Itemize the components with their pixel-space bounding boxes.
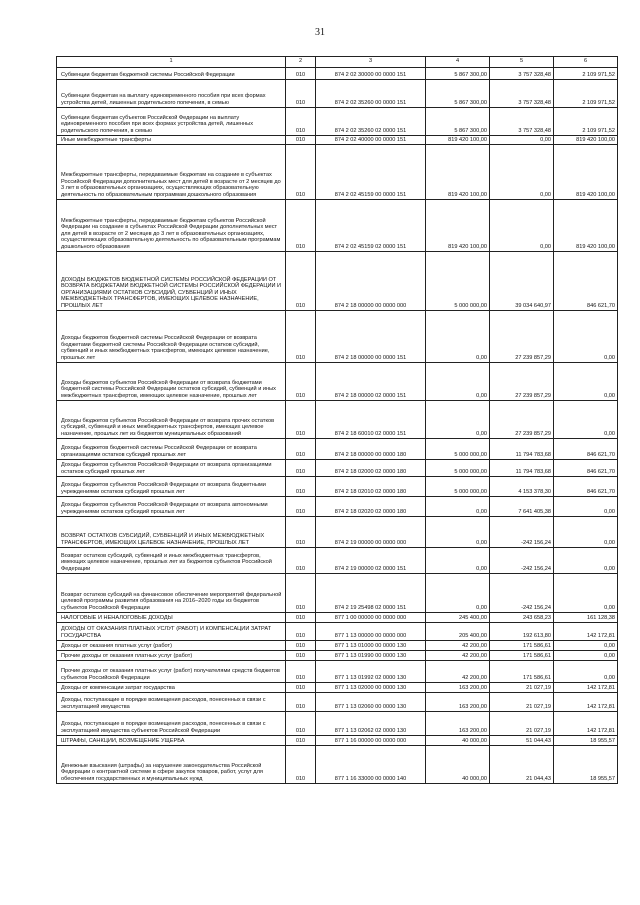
row-executed: 7 641 405,38: [490, 497, 554, 517]
row-executed: -242 156,24: [490, 517, 554, 548]
row-line-code: 010: [286, 80, 316, 108]
row-name: Возврат остатков субсидий на финансовое обеспечение мероприятий федеральной целевой программы развития образования на 2016–2020 годы из бюджетов субъектов Российской Федерации: [57, 574, 286, 613]
row-executed: 192 613,80: [490, 623, 554, 641]
row-line-code: 010: [286, 136, 316, 145]
row-unexecuted: 161 128,38: [554, 613, 618, 623]
row-line-code: 010: [286, 439, 316, 460]
row-approved: 5 000 000,00: [426, 477, 490, 497]
row-executed: 39 034 640,97: [490, 252, 554, 311]
row-unexecuted: 0,00: [554, 517, 618, 548]
row-approved: 5 867 300,00: [426, 80, 490, 108]
row-unexecuted: 819 420 100,00: [554, 145, 618, 200]
row-unexecuted: 0,00: [554, 651, 618, 661]
row-approved: 40 000,00: [426, 736, 490, 746]
row-income-code: 874 2 02 40000 00 0000 151: [316, 136, 426, 145]
row-unexecuted: 819 420 100,00: [554, 136, 618, 145]
row-executed: 3 757 328,48: [490, 80, 554, 108]
table-row: [57, 497, 618, 517]
row-approved: 163 200,00: [426, 683, 490, 693]
row-income-code: 874 2 02 35260 00 0000 151: [316, 80, 426, 108]
row-executed: 243 658,23: [490, 613, 554, 623]
row-name: Субвенции бюджетам бюджетной системы Российской Федерации: [57, 68, 286, 80]
table-row: [57, 200, 618, 252]
row-unexecuted: 2 109 971,52: [554, 68, 618, 80]
row-line-code: 010: [286, 145, 316, 200]
row-unexecuted: 0,00: [554, 401, 618, 439]
row-income-code: 874 2 02 35260 02 0000 151: [316, 108, 426, 136]
row-unexecuted: 846 621,70: [554, 252, 618, 311]
table-row: [57, 439, 618, 460]
row-approved: 42 200,00: [426, 651, 490, 661]
row-approved: 0,00: [426, 401, 490, 439]
row-income-code: 874 2 19 25498 02 0000 151: [316, 574, 426, 613]
row-executed: -242 156,24: [490, 548, 554, 574]
row-income-code: 877 1 13 02060 00 0000 130: [316, 693, 426, 712]
row-income-code: 877 1 00 00000 00 0000 000: [316, 613, 426, 623]
row-line-code: 010: [286, 311, 316, 363]
table-row: [57, 574, 618, 613]
row-name: Доходы от оказания платных услуг (работ): [57, 641, 286, 651]
header-cell: 1: [57, 57, 286, 68]
row-line-code: 010: [286, 497, 316, 517]
row-approved: 0,00: [426, 311, 490, 363]
row-name: ШТРАФЫ, САНКЦИИ, ВОЗМЕЩЕНИЕ УЩЕРБА: [57, 736, 286, 746]
row-income-code: 877 1 13 01000 00 0000 130: [316, 641, 426, 651]
row-line-code: 010: [286, 736, 316, 746]
row-name: Доходы, поступающие в порядке возмещения расходов, понесенных в связи с эксплуатацией имущества: [57, 693, 286, 712]
row-name: Доходы бюджетов субъектов Российской Федерации от возврата автономными учреждениями остатков субсидий прошлых лет: [57, 497, 286, 517]
row-line-code: 010: [286, 363, 316, 401]
table-row: [57, 252, 618, 311]
row-approved: 819 420 100,00: [426, 145, 490, 200]
table-row: [57, 517, 618, 548]
row-income-code: 874 2 02 45159 00 0000 151: [316, 145, 426, 200]
row-unexecuted: 0,00: [554, 641, 618, 651]
row-name: Прочие доходы от оказания платных услуг (работ): [57, 651, 286, 661]
row-executed: 4 153 378,30: [490, 477, 554, 497]
row-unexecuted: 2 109 971,52: [554, 80, 618, 108]
row-line-code: 010: [286, 641, 316, 651]
row-executed: 11 794 783,68: [490, 439, 554, 460]
row-executed: -242 156,24: [490, 574, 554, 613]
table-row: [57, 80, 618, 108]
row-income-code: 874 2 19 00000 02 0000 151: [316, 548, 426, 574]
row-income-code: 874 2 18 00000 00 0000 000: [316, 252, 426, 311]
row-line-code: 010: [286, 623, 316, 641]
table-row: [57, 623, 618, 641]
table-row: [57, 712, 618, 736]
row-executed: 3 757 328,48: [490, 68, 554, 80]
table-row: [57, 477, 618, 497]
row-income-code: 877 1 13 02062 02 0000 130: [316, 712, 426, 736]
row-approved: 5 867 300,00: [426, 68, 490, 80]
row-line-code: 010: [286, 460, 316, 477]
table-row: [57, 548, 618, 574]
table-row: [57, 108, 618, 136]
row-name: ДОХОДЫ ОТ ОКАЗАНИЯ ПЛАТНЫХ УСЛУГ (РАБОТ) И КОМПЕНСАЦИИ ЗАТРАТ ГОСУДАРСТВА: [57, 623, 286, 641]
row-income-code: 874 2 18 02020 02 0000 180: [316, 497, 426, 517]
row-line-code: 010: [286, 108, 316, 136]
row-line-code: 010: [286, 661, 316, 683]
row-executed: 27 239 857,29: [490, 401, 554, 439]
row-line-code: 010: [286, 712, 316, 736]
table-row: [57, 641, 618, 651]
row-executed: 51 044,43: [490, 736, 554, 746]
row-income-code: 877 1 16 00000 00 0000 000: [316, 736, 426, 746]
row-unexecuted: 142 172,81: [554, 693, 618, 712]
row-approved: 5 000 000,00: [426, 439, 490, 460]
row-executed: 21 027,19: [490, 693, 554, 712]
row-approved: 245 400,00: [426, 613, 490, 623]
row-approved: 163 200,00: [426, 712, 490, 736]
page-number: 31: [315, 27, 325, 38]
row-line-code: 010: [286, 252, 316, 311]
row-executed: 0,00: [490, 200, 554, 252]
row-unexecuted: 142 172,81: [554, 623, 618, 641]
row-unexecuted: 846 621,70: [554, 477, 618, 497]
table-row: [57, 311, 618, 363]
row-line-code: 010: [286, 651, 316, 661]
row-name: Иные межбюджетные трансферты: [57, 136, 286, 145]
row-income-code: 874 2 19 00000 00 0000 000: [316, 517, 426, 548]
row-name: Доходы бюджетов бюджетной системы Российской Федерации от возврата бюджетами бюджетной системы Российской Федерации остатков субсидий, субвенций и иных межбюджетных трансфертов, имеющих целевое назначение, прошлых лет: [57, 311, 286, 363]
table-row: [57, 651, 618, 661]
row-income-code: 874 2 02 30000 00 0000 151: [316, 68, 426, 80]
row-unexecuted: 0,00: [554, 311, 618, 363]
row-executed: 171 586,61: [490, 651, 554, 661]
row-income-code: 877 1 13 02000 00 0000 130: [316, 683, 426, 693]
row-executed: 0,00: [490, 145, 554, 200]
row-income-code: 877 1 13 00000 00 0000 000: [316, 623, 426, 641]
row-unexecuted: 2 109 971,52: [554, 108, 618, 136]
row-name: Доходы бюджетов бюджетной системы Российской Федерации от возврата организациями остатков субсидий прошлых лет: [57, 439, 286, 460]
header-cell: 6: [554, 57, 618, 68]
row-name: Доходы от компенсации затрат государства: [57, 683, 286, 693]
row-approved: 40 000,00: [426, 746, 490, 784]
header-cell: 3: [316, 57, 426, 68]
row-name: Денежные взыскания (штрафы) за нарушение законодательства Российской Федерации о контрактной системе в сфере закупок товаров, работ, услуг для обеспечения государственных и муниципальных нужд: [57, 746, 286, 784]
row-approved: 42 200,00: [426, 661, 490, 683]
table-row: [57, 401, 618, 439]
row-unexecuted: 18 955,57: [554, 746, 618, 784]
row-income-code: 877 1 16 33000 00 0000 140: [316, 746, 426, 784]
row-approved: 205 400,00: [426, 623, 490, 641]
table-row: [57, 683, 618, 693]
row-approved: 42 200,00: [426, 641, 490, 651]
row-unexecuted: 0,00: [554, 363, 618, 401]
row-name: Доходы бюджетов субъектов Российской Федерации от возврата организациями остатков субсидий прошлых лет: [57, 460, 286, 477]
row-income-code: 874 2 18 60010 02 0000 151: [316, 401, 426, 439]
row-executed: 21 027,19: [490, 683, 554, 693]
row-executed: 3 757 328,48: [490, 108, 554, 136]
row-approved: 5 000 000,00: [426, 252, 490, 311]
row-unexecuted: 846 621,70: [554, 460, 618, 477]
table-row: [57, 136, 618, 145]
income-table: [56, 56, 618, 784]
row-line-code: 010: [286, 68, 316, 80]
row-income-code: 877 1 13 01992 02 0000 130: [316, 661, 426, 683]
row-executed: 21 027,19: [490, 712, 554, 736]
table-row: [57, 460, 618, 477]
row-executed: 27 239 857,29: [490, 363, 554, 401]
row-name: Доходы бюджетов субъектов Российской Федерации от возврата бюджетными учреждениями остатков субсидий прошлых лет: [57, 477, 286, 497]
row-line-code: 010: [286, 517, 316, 548]
row-approved: 0,00: [426, 574, 490, 613]
row-income-code: 874 2 18 02010 02 0000 180: [316, 477, 426, 497]
row-executed: 21 044,43: [490, 746, 554, 784]
header-cell: 2: [286, 57, 316, 68]
table-row: [57, 68, 618, 80]
row-line-code: 010: [286, 746, 316, 784]
row-line-code: 010: [286, 693, 316, 712]
row-executed: 11 794 783,68: [490, 460, 554, 477]
row-name: ВОЗВРАТ ОСТАТКОВ СУБСИДИЙ, СУБВЕНЦИЙ И ИНЫХ МЕЖБЮДЖЕТНЫХ ТРАНСФЕРТОВ, ИМЕЮЩИХ ЦЕЛЕВОЕ НАЗНАЧЕНИЕ, ПРОШЛЫХ ЛЕТ: [57, 517, 286, 548]
row-line-code: 010: [286, 477, 316, 497]
table-row: [57, 746, 618, 784]
row-name: Субвенции бюджетам на выплату единовременного пособия при всех формах устройства детей, лишенных родительского попечения, в семью: [57, 80, 286, 108]
row-unexecuted: 18 955,57: [554, 736, 618, 746]
header-cell: 5: [490, 57, 554, 68]
row-name: Субвенции бюджетам субъектов Российской Федерации на выплату единовременного пособия при всех формах устройства детей, лишенных родительского попечения, в семью: [57, 108, 286, 136]
table-row: [57, 145, 618, 200]
row-income-code: 874 2 18 00000 00 0000 180: [316, 439, 426, 460]
row-name: Межбюджетные трансферты, передаваемые бюджетам субъектов Российской Федерации на создание в субъектах Российской Федерации дополнительных мест для детей в возрасте от 2 месяцев до 3 лет в образовательных организациях, осуществляющих образовательную деятельность по образовательным программам дошкольного образования: [57, 200, 286, 252]
table-header-row: [57, 57, 618, 68]
row-income-code: 874 2 18 00000 02 0000 151: [316, 363, 426, 401]
row-approved: 163 200,00: [426, 693, 490, 712]
row-unexecuted: 0,00: [554, 497, 618, 517]
row-name: Возврат остатков субсидий, субвенций и иных межбюджетных трансфертов, имеющих целевое назначение, прошлых лет из бюджетов субъектов Российской Федерации: [57, 548, 286, 574]
row-income-code: 874 2 18 00000 00 0000 151: [316, 311, 426, 363]
row-line-code: 010: [286, 613, 316, 623]
row-name: Доходы бюджетов субъектов Российской Федерации от возврата прочих остатков субсидий, субвенций и иных межбюджетных трансфертов, имеющих целевое назначение, прошлых лет из бюджетов муниципальных образований: [57, 401, 286, 439]
row-income-code: 874 2 02 45159 02 0000 151: [316, 200, 426, 252]
row-approved: 5 867 300,00: [426, 108, 490, 136]
table-row: [57, 613, 618, 623]
row-line-code: 010: [286, 548, 316, 574]
row-approved: 819 420 100,00: [426, 136, 490, 145]
row-unexecuted: 846 621,70: [554, 439, 618, 460]
row-approved: 0,00: [426, 548, 490, 574]
row-name: НАЛОГОВЫЕ И НЕНАЛОГОВЫЕ ДОХОДЫ: [57, 613, 286, 623]
row-approved: 0,00: [426, 517, 490, 548]
row-line-code: 010: [286, 200, 316, 252]
row-name: ДОХОДЫ БЮДЖЕТОВ БЮДЖЕТНОЙ СИСТЕМЫ РОССИЙСКОЙ ФЕДЕРАЦИИ ОТ ВОЗВРАТА БЮДЖЕТАМИ БЮДЖЕТНОЙ СИСТЕМЫ РОССИЙСКОЙ ФЕДЕРАЦИИ И ОРГАНИЗАЦИЯМИ ОСТАТКОВ СУБСИДИЙ, СУБВЕНЦИЙ И ИНЫХ МЕЖБЮДЖЕТНЫХ ТРАНСФЕРТОВ, ИМЕЮЩИХ ЦЕЛЕВОЕ НАЗНАЧЕНИЕ, ПРОШЛЫХ ЛЕТ: [57, 252, 286, 311]
row-unexecuted: 0,00: [554, 548, 618, 574]
row-line-code: 010: [286, 683, 316, 693]
table-row: [57, 363, 618, 401]
row-name: Межбюджетные трансферты, передаваемые бюджетам на создание в субъектах Российской Федерации дополнительных мест для детей в возрасте от 2 месяцев до 3 лет в образовательных организациях, осуществляющих образовательную деятельность по образовательным программам дошкольного образования: [57, 145, 286, 200]
row-income-code: 877 1 13 01990 00 0000 130: [316, 651, 426, 661]
table-row: [57, 661, 618, 683]
row-unexecuted: 142 172,81: [554, 683, 618, 693]
table-row: [57, 736, 618, 746]
row-executed: 0,00: [490, 136, 554, 145]
row-unexecuted: 0,00: [554, 574, 618, 613]
row-name: Доходы, поступающие в порядке возмещения расходов, понесенных в связи с эксплуатацией имущества субъектов Российской Федерации: [57, 712, 286, 736]
row-executed: 27 239 857,29: [490, 311, 554, 363]
table-row: [57, 693, 618, 712]
row-line-code: 010: [286, 574, 316, 613]
row-unexecuted: 0,00: [554, 661, 618, 683]
row-line-code: 010: [286, 401, 316, 439]
row-income-code: 874 2 18 02000 02 0000 180: [316, 460, 426, 477]
row-approved: 0,00: [426, 363, 490, 401]
header-cell: 4: [426, 57, 490, 68]
row-unexecuted: 819 420 100,00: [554, 200, 618, 252]
row-approved: 0,00: [426, 497, 490, 517]
row-executed: 171 586,61: [490, 661, 554, 683]
row-name: Доходы бюджетов субъектов Российской Федерации от возврата бюджетами бюджетной системы Российской Федерации остатков субсидий, субвенций и иных межбюджетных трансфертов, имеющих целевое назначение, прошлых лет: [57, 363, 286, 401]
row-name: Прочие доходы от оказания платных услуг (работ) получателями средств бюджетов субъектов Российской Федерации: [57, 661, 286, 683]
row-approved: 819 420 100,00: [426, 200, 490, 252]
row-executed: 171 586,61: [490, 641, 554, 651]
row-unexecuted: 142 172,81: [554, 712, 618, 736]
row-approved: 5 000 000,00: [426, 460, 490, 477]
